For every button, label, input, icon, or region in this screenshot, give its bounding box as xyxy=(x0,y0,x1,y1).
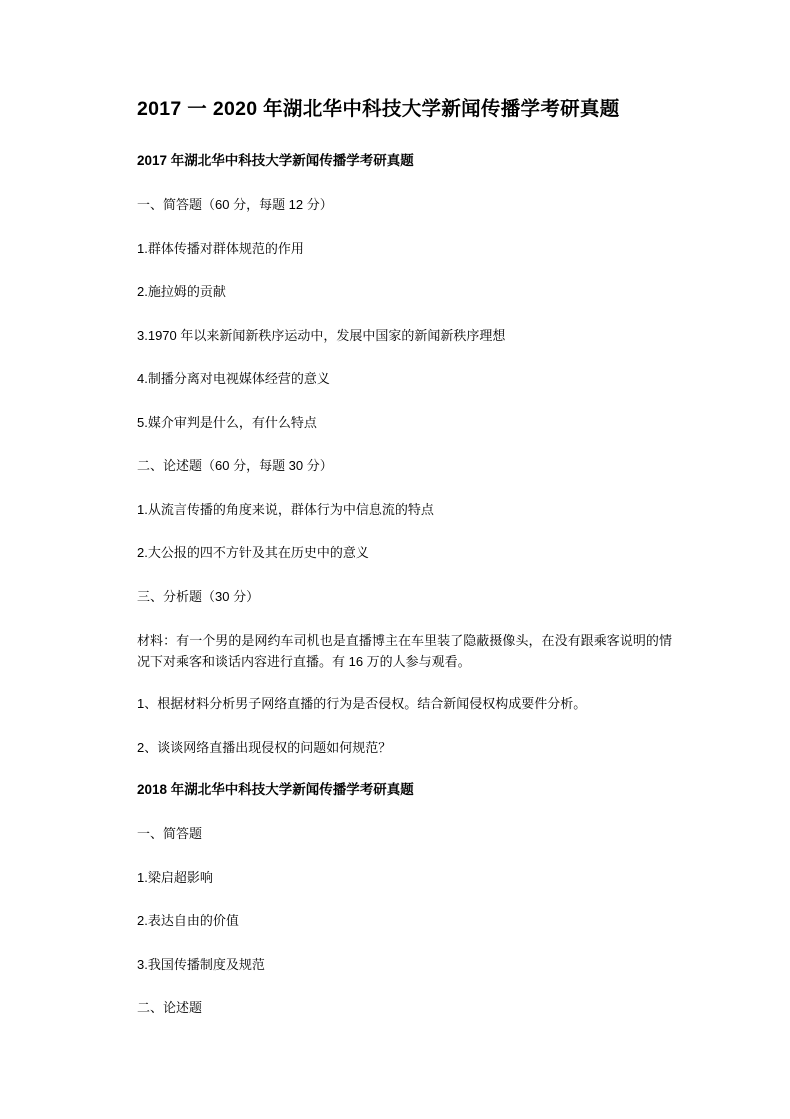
paragraph-2018-q2: 2.表达自由的价值 xyxy=(137,913,239,929)
paragraph-2017-essay-1: 1.从流言传播的角度来说，群体行为中信息流的特点 xyxy=(137,501,434,517)
paragraph-2017-case-q2: 2、谈谈网络直播出现侵权的问题如何规范？ xyxy=(137,739,392,755)
paragraph-2017-q4: 4.制播分离对电视媒体经营的意义 xyxy=(137,371,330,387)
paragraph-2017-q5: 5.媒介审判是什么，有什么特点 xyxy=(137,414,317,430)
paragraph-2017-q-section-2: 二、论述题（60 分，每题 30 分） xyxy=(137,458,333,474)
paragraph-2017-case-material: 材料：有一个男的是网约车司机也是直播博主在车里装了隐蔽摄像头，在没有跟乘客说明的情况下对乘客和谈话内容进行直播。有 16 万的人参与观看。 xyxy=(137,633,672,670)
section-heading-2017: 2017 年湖北华中科技大学新闻传播学考研真题 xyxy=(137,153,414,169)
page-title: 2017 一 2020 年湖北华中科技大学新闻传播学考研真题 xyxy=(137,98,620,120)
paragraph-2017-q-section-3: 三、分析题（30 分） xyxy=(137,588,260,604)
paragraph-2018-q3: 3.我国传播制度及规范 xyxy=(137,956,265,972)
paragraph-2017-case-q1: 1、根据材料分析男子网络直播的行为是否侵权。结合新闻侵权构成要件分析。 xyxy=(137,696,587,712)
paragraph-2018-q-section-2: 二、论述题 xyxy=(137,1000,203,1016)
section-heading-2018: 2018 年湖北华中科技大学新闻传播学考研真题 xyxy=(137,782,414,798)
paragraph-2018-q-section-1: 一、简答题 xyxy=(137,826,203,842)
paragraph-2017-q2: 2.施拉姆的贡献 xyxy=(137,284,226,300)
paragraph-2017-essay-2: 2.大公报的四不方针及其在历史中的意义 xyxy=(137,545,369,561)
paragraph-2017-q1: 1.群体传播对群体规范的作用 xyxy=(137,240,304,256)
paragraph-2018-q1: 1.梁启超影响 xyxy=(137,869,213,885)
paragraph-2017-q3: 3.1970 年以来新闻新秩序运动中，发展中国家的新闻新秩序理想 xyxy=(137,327,506,343)
paragraph-2017-q-section-1: 一、简答题（60 分，每题 12 分） xyxy=(137,197,333,213)
